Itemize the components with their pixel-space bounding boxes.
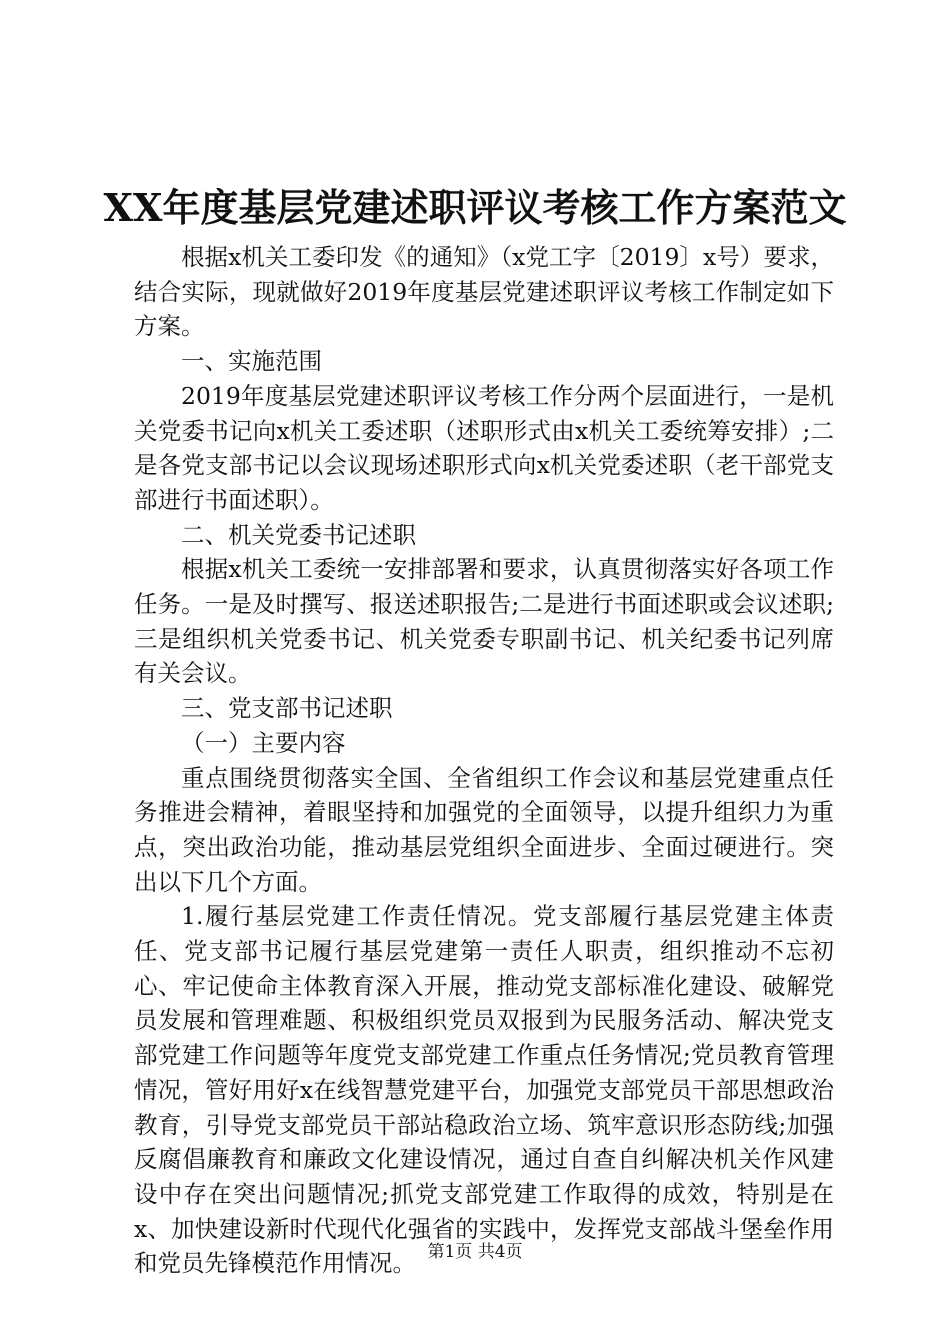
section-heading-scope: 一、实施范围	[181, 347, 322, 376]
document-title: XX年度基层党建述职评议考核工作方案范文	[103, 185, 847, 230]
paragraph-scope: 2019年度基层党建述职评议考核工作分两个层面进行，一是机关党委书记向x机关工委述职（述职形式由x机关工委统筹安排）;二是各党支部书记以会议现场述职形式向x机关党委述职（老干部党支部进行书面述职）。	[134, 381, 834, 514]
section-heading-branch-secretary: 三、党支部书记述职	[181, 694, 393, 723]
subsection-heading-main-content: （一）主要内容	[181, 728, 346, 757]
section-heading-party-committee-secretary: 二、机关党委书记述职	[181, 520, 416, 549]
paragraph-party-committee-secretary: 根据x机关工委统一安排部署和要求，认真贯彻落实好各项工作任务。一是及时撰写、报送述职报告;二是进行书面述职或会议述职;三是组织机关党委书记、机关党委专职副书记、机关纪委书记列席有关会议。	[134, 555, 834, 688]
paragraph-item-1: 1.履行基层党建工作责任情况。党支部履行基层党建主体责任、党支部书记履行基层党建第一责任人职责，组织推动不忘初心、牢记使命主体教育深入开展，推动党支部标准化建设、破解党员发展和管理难题、积极组织党员双报到为民服务活动、解决党支部党建工作问题等年度党支部党建工作重点任务情况;党员教育管理情况，管好用好x在线智慧党建平台，加强党支部党员干部思想政治教育，引导党支部党员干部站稳政治立场、筑牢意识形态防线;加强反腐倡廉教育和廉政文化建设情况，通过自查自纠解决机关作风建设中存在突出问题情况;抓党支部党建工作取得的成效，特别是在x、加快建设新时代现代化强省的实践中，发挥党支部战斗堡垒作用和党员先锋模范作用情况。	[134, 902, 834, 1278]
document-body	[134, 240, 834, 1281]
page-footer: 第1页 共4页	[427, 1242, 523, 1262]
paragraph-intro: 根据x机关工委印发《的通知》（x党工字〔2019〕x号）要求，结合实际，现就做好2019年度基层党建述职评议考核工作制定如下方案。	[134, 243, 834, 341]
paragraph-main-content: 重点围绕贯彻落实全国、全省组织工作会议和基层党建重点任务推进会精神，着眼坚持和加强党的全面领导，以提升组织力为重点，突出政治功能，推动基层党组织全面进步、全面过硬进行。突出以下几个方面。	[134, 763, 834, 896]
